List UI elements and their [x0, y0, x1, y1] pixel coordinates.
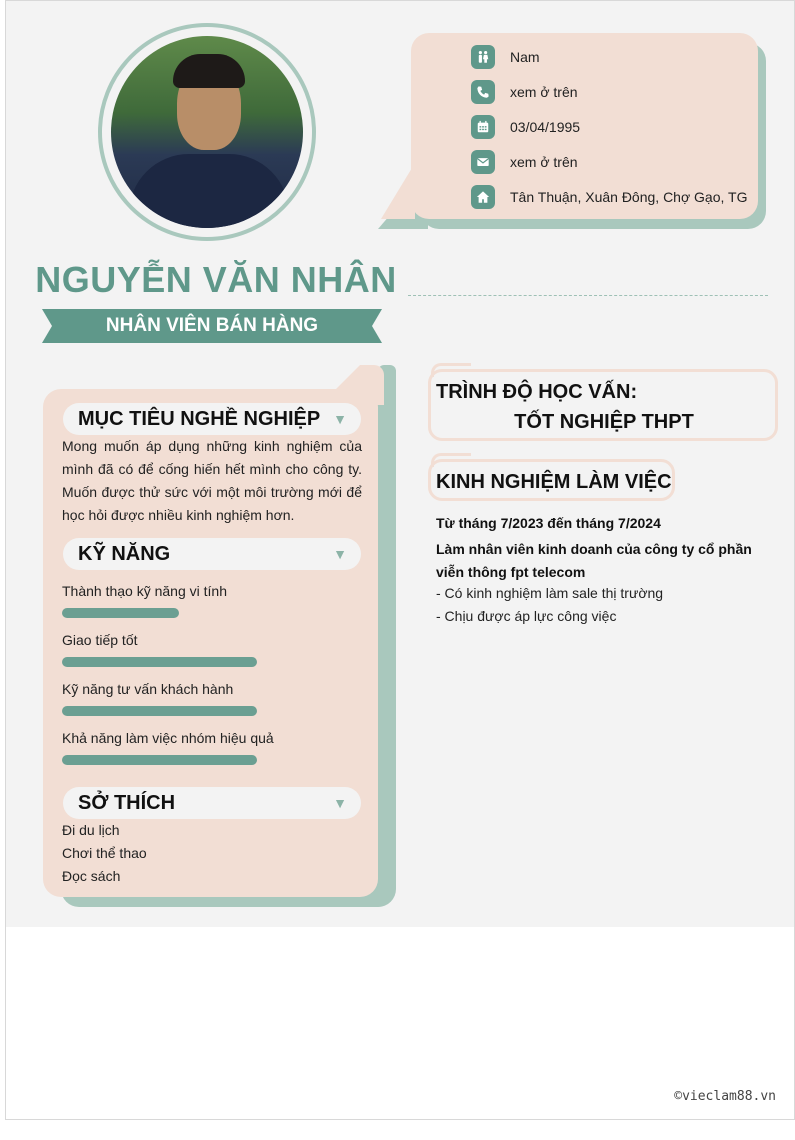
contact-phone-text: xem ở trên [510, 84, 578, 100]
skill-label: Giao tiếp tốt [62, 632, 138, 648]
contact-address [471, 184, 747, 210]
home-icon [471, 185, 495, 209]
skill-bar [62, 706, 257, 716]
skill-label: Thành thạo kỹ năng vi tính [62, 583, 227, 599]
avatar-frame [98, 23, 316, 241]
hobbies-heading: SỞ THÍCH [78, 792, 176, 814]
avatar [111, 36, 303, 228]
gender-icon [471, 45, 495, 69]
skill-label: Kỹ năng tư vấn khách hành [62, 681, 234, 697]
skill-label: Khả năng làm việc nhóm hiệu quả [62, 730, 274, 746]
triangle-down-icon: ▼ [333, 411, 347, 427]
triangle-down-icon: ▼ [333, 546, 347, 562]
objective-heading-pill [63, 403, 361, 435]
hobbies-heading-pill [63, 787, 361, 819]
hobby-item: Chơi thể thao [62, 845, 147, 861]
phone-icon [471, 80, 495, 104]
contact-phone [471, 79, 578, 105]
calendar-icon [471, 115, 495, 139]
experience-heading: KINH NGHIỆM LÀM VIỆC [436, 471, 672, 493]
contact-gender-text: Nam [510, 49, 540, 65]
contact-gender [471, 44, 540, 70]
triangle-down-icon: ▼ [333, 795, 347, 811]
contact-email-text: xem ở trên [510, 154, 578, 170]
skill-bar [62, 755, 257, 765]
job-title-ribbon [42, 309, 382, 343]
skills-heading: KỸ NĂNG [78, 543, 171, 565]
job-title: NHÂN VIÊN BÁN HÀNG [105, 315, 319, 336]
candidate-name: NGUYỄN VĂN NHÂN [35, 259, 397, 300]
skills-heading-pill [63, 538, 361, 570]
contact-email [471, 149, 578, 175]
skill-bar [62, 657, 257, 667]
skill-bar [62, 608, 179, 618]
experience-detail: - Có kinh nghiệm làm sale thị trường [436, 585, 664, 601]
hobby-item: Đi du lịch [62, 822, 120, 838]
experience-period: Từ tháng 7/2023 đến tháng 7/2024 [436, 515, 661, 531]
contact-birthday [471, 114, 580, 140]
cv-sheet [5, 0, 795, 1120]
contact-birthday-text: 03/04/1995 [510, 119, 581, 135]
education-value: TỐT NGHIỆP THPT [514, 411, 694, 433]
email-icon [471, 150, 495, 174]
watermark: ©vieclam88.vn [674, 1089, 776, 1104]
experience-role: Làm nhân viên kinh doanh của công ty cổ phần viễn thông fpt telecom [436, 541, 752, 580]
objective-text: Mong muốn áp dụng những kinh nghiệm của mình đã có để cống hiến hết mình cho công ty. Muốn được thử sức với một môi trường mới để học hỏi được nhiều kinh nghiệm hơn. [62, 438, 362, 523]
objective-heading: MỤC TIÊU NGHỀ NGHIỆP [78, 408, 321, 430]
divider [408, 295, 768, 296]
hobby-item: Đọc sách [62, 868, 121, 884]
contact-card [411, 33, 758, 219]
contact-address-text: Tân Thuận, Xuân Đông, Chợ Gạo, TG [510, 189, 748, 205]
education-heading: TRÌNH ĐỘ HỌC VẤN: [436, 381, 638, 403]
experience-detail: - Chịu được áp lực công việc [436, 608, 617, 624]
